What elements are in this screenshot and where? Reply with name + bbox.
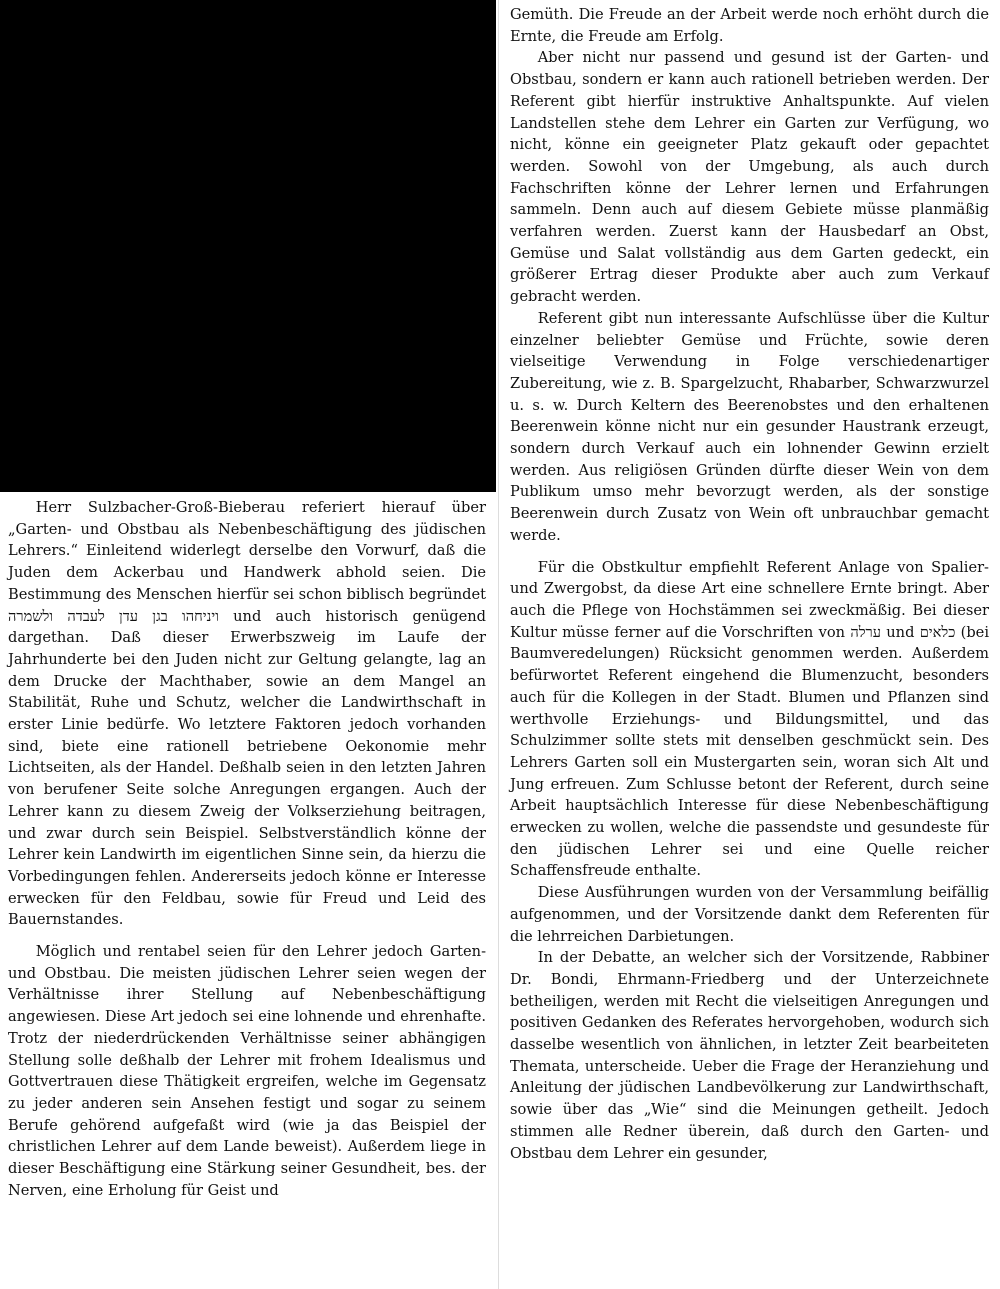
right-paragraph-continuation: Gemüth. Die Freude an der Arbeit werde noch erhöht durch die Ernte, die Freude am Erfolg. <box>510 6 989 45</box>
left-column <box>8 497 486 1202</box>
right-paragraph-4: Diese Ausführungen wurden von der Versammlung beifällig aufgenommen, und der Vorsitzende dankt dem Referenten für die lehrreichen Darbietungen. <box>510 884 989 945</box>
right-paragraph-5: In der Debatte, an welcher sich der Vorsitzende, Rabbiner Dr. Bondi, Ehrmann-Friedberg und der Unterzeichnete betheiligen, werden mit Recht die vielseitigen Anregungen und positiven Gedanken des Referates hervorgehoben, wodurch sich dasselbe wesentlich von ähnlichen, in letzter Zeit bearbeiteten Themata, unterscheide. Ueber die Frage der Heranziehung und Anleitung der jüdischen Landbevölkerung zur Landwirthschaft, sowie über das „Wie“ sind die Meinungen getheilt. Jedoch stimmen alle Redner überein, daß durch den Garten- und Obstbau dem Lehrer ein gesunder, <box>510 949 989 1162</box>
redacted-black-area <box>0 0 496 492</box>
left-paragraph-2: Möglich und rentabel seien für den Lehrer jedoch Garten- und Obstbau. Die meisten jüdischen Lehrer seien wegen der Verhältnisse ihrer Stellung auf Nebenbeschäftigung angewiesen. Diese Art jedoch sei eine lohnende und ehrenhafte. Trotz der niederdrückenden Verhältnisse seiner abhängigen Stellung solle deßhalb der Lehrer mit frohem Idealismus und Gottvertrauen diese Thätigkeit ergreifen, welche im Gegensatz zu jeder anderen sein Ansehen festigt und sogar zu seinem Berufe gehörend aufgefaßt wird (wie ja das Beispiel der christlichen Lehrer auf dem Lande beweist). Außerdem liege in dieser Beschäftigung eine Stärkung seiner Gesundheit, bes. der Nerven, eine Erholung für Geist und <box>8 943 486 1199</box>
right-paragraph-3: Für die Obstkultur empfiehlt Referent Anlage von Spalier- und Zwergobst, da diese Art eine schnellere Ernte bringt. Aber auch die Pflege von Hochstämmen sei zweckmäßig. Bei dieser Kultur müsse ferner auf die Vorschriften von ערלה und כלאים (bei Baumveredelungen) Rücksicht genommen werden. Außerdem befürwortet Referent eingehend die Blumenzucht, besonders auch für die Kollegen in der Stadt. Blumen und Pflanzen sind werthvolle Erziehungs- und Bildungsmittel, und das Schulzimmer sollte stets mit denselben geschmückt sein. Des Lehrers Garten soll ein Mustergarten sein, woran sich Alt und Jung erfreuen. Zum Schlusse betont der Referent, durch seine Arbeit hauptsächlich Interesse für diese Nebenbeschäftigung erwecken zu wollen, welche die passendste und gesundeste für den jüdischen Lehrer sei und eine Quelle reicher Schaffensfreude enthalte. <box>510 558 989 880</box>
right-paragraph-2: Referent gibt nun interessante Aufschlüsse über die Kultur einzelner beliebter Gemüse und Früchte, sowie deren vielseitige Verwendung in Folge verschiedenartiger Zubereitung, wie z. B. Spargelzucht, Rhabarber, Schwarzwurzel u. s. w. Durch Keltern des Beerenobstes und den erhaltenen Beerenwein könne nicht nur ein gesunder Haustrank erzeugt, sondern durch Verkauf auch ein lohnender Gewinn erzielt werden. Aus religiösen Gründen dürfte dieser Wein von dem Publikum umso mehr bevorzugt werden, als der sonstige Beerenwein durch Zusatz von Wein oft unbrauchbar gemacht werde. <box>510 309 989 544</box>
right-paragraph-1: Aber nicht nur passend und gesund ist der Garten- und Obstbau, sondern er kann auch rationell betrieben werden. Der Referent gibt hierfür instruktive Anhaltspunkte. Auf vielen Landstellen stehe dem Lehrer ein Garten zur Verfügung, wo nicht, könne ein geeigneter Platz gekauft oder gepachtet werden. Sowohl von der Umgebung, als auch durch Fachschriften könne der Lehrer lernen und Erfahrungen sammeln. Denn auch auf diesem Gebiete müsse planmäßig verfahren werden. Zuerst kann der Hausbedarf an Obst, Gemüse und Salat vollständig aus dem Garten gedeckt, ein größerer Ertrag dieser Produkte aber auch zum Verkauf gebracht werden. <box>510 49 989 306</box>
column-divider <box>498 0 499 1289</box>
right-column <box>510 4 989 1164</box>
left-paragraph-1: Herr Sulzbacher-Groß-Bieberau referiert hierauf über „Garten- und Obstbau als Nebenbeschäftigung des jüdischen Lehrers.“ Einleitend widerlegt derselbe den Vorwurf, daß die Juden dem Ackerbau und Handwerk abhold seien. Die Bestimmung des Menschen hierfür sei schon biblisch begründet ויניחהו בגן עדן לעבדה ולשמרה und auch historisch genügend dargethan. Daß dieser Erwerbszweig im Laufe der Jahrhunderte bei den Juden nicht zur Geltung gelangte, lag an dem Drucke der Machthaber, sowie an dem Mangel an Stabilität, Ruhe und Schutz, welcher die Landwirthschaft in erster Linie bedürfe. Wo letztere Faktoren jedoch vorhanden sind, biete eine rationell betriebene Oekonomie mehr Lichtseiten, als der Handel. Deßhalb seien in den letzten Jahren von berufener Seite solche Anregungen ergangen. Auch der Lehrer kann zu diesem Zweig der Volkserziehung beitragen, und zwar durch sein Beispiel. Selbstverständlich könne der Lehrer kein Landwirth im eigentlichen Sinne sein, da hierzu die Vorbedingungen fehlen. Andererseits jedoch könne er Interesse erwecken für den Feldbau, sowie für Freud und Leid des Bauernstandes. <box>8 499 486 929</box>
